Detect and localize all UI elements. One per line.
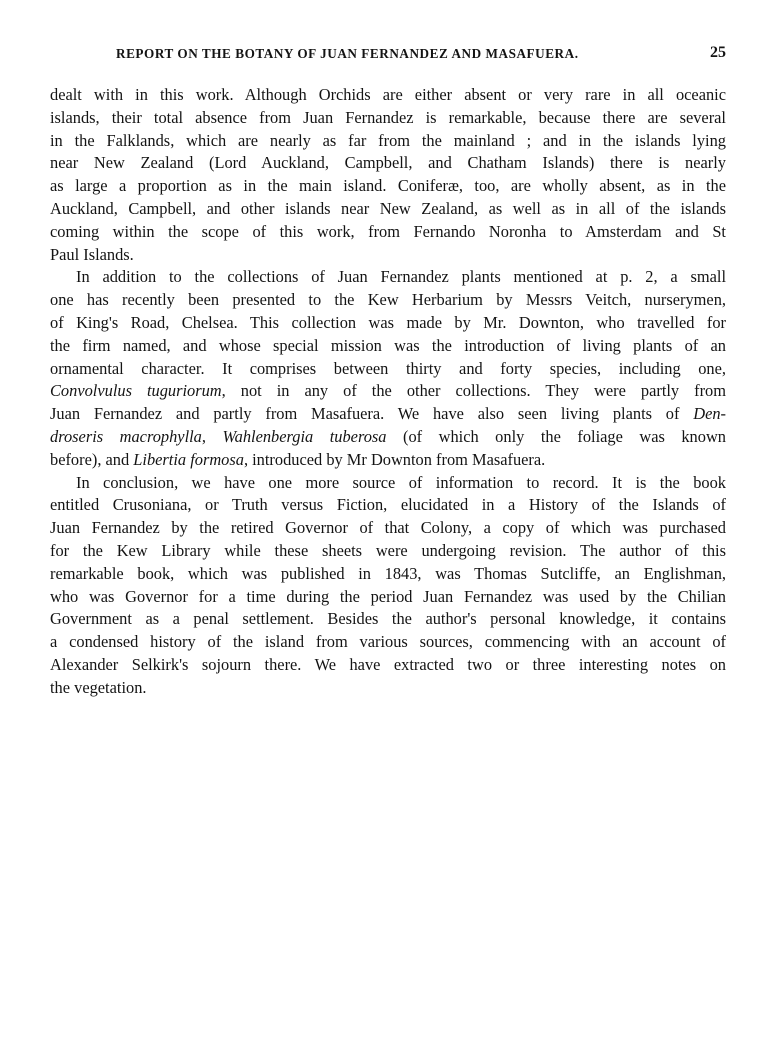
text-line: [50, 449, 726, 472]
text-run: Juan Fernandez and partly from Masafuera. We have also seen living plants of: [50, 404, 694, 424]
text-line: [50, 631, 726, 654]
text-line: [50, 84, 726, 107]
text-line: [50, 358, 726, 381]
text-line: [50, 540, 726, 563]
text-line: [50, 289, 726, 312]
body-text: [50, 84, 726, 700]
text-run: entitled Crusoniana, or Truth versus Fiction, elucidated in a History of the Islands of: [50, 495, 726, 515]
text-line: [50, 175, 726, 198]
text-run: Paul Islands.: [50, 244, 134, 264]
paragraph: [50, 472, 726, 700]
text-run: Auckland, Campbell, and other islands near New Zealand, as well as in all of the islands: [50, 198, 726, 218]
italic-text: Libertia formosa: [133, 449, 244, 469]
text-line: [50, 403, 726, 426]
text-run: who was Governor for a time during the period Juan Fernandez was used by the Chilian: [50, 586, 726, 606]
text-line: [50, 198, 726, 221]
paragraph: [50, 266, 726, 471]
text-line: [50, 221, 726, 244]
text-line: [50, 312, 726, 335]
text-line: [50, 152, 726, 175]
text-run: (of which only the foliage was known: [386, 426, 726, 446]
text-run: In addition to the collections of Juan Fernandez plants mentioned at p. 2, a small: [76, 267, 726, 287]
text-run: Alexander Selkirk's sojourn there. We have extracted two or three interesting notes on: [50, 654, 726, 674]
text-line: [50, 130, 726, 153]
text-run: In conclusion, we have one more source of information to record. It is the book: [76, 472, 726, 492]
text-run: ,: [201, 426, 223, 446]
running-head: [50, 46, 726, 70]
text-run: ornamental character. It comprises between thirty and forty species, including one,: [50, 358, 726, 378]
text-run: one has recently been presented to the Kew Herbarium by Messrs Veitch, nurserymen,: [50, 290, 726, 310]
italic-text: Convolvulus tuguriorum: [50, 381, 222, 401]
text-line: [50, 654, 726, 677]
text-run: , introduced by Mr Downton from Masafuera.: [243, 449, 546, 469]
italic-text: Wahlenbergia tuberosa: [222, 426, 387, 446]
text-line: [50, 677, 726, 700]
text-run: Government as a penal settlement. Besides the author's personal knowledge, it contains: [50, 609, 726, 629]
text-run: in the Falklands, which are nearly as far from the mainland ; and in the islands lying: [50, 130, 726, 150]
text-run: near New Zealand (Lord Auckland, Campbell, and Chatham Islands) there is nearly: [50, 153, 726, 173]
italic-text: Den-: [693, 404, 726, 424]
text-run: Juan Fernandez by the retired Governor of that Colony, a copy of which was purchased: [50, 518, 726, 538]
text-line: [50, 586, 726, 609]
text-run: dealt with in this work. Although Orchids are either absent or very rare in all oceanic: [50, 85, 726, 104]
paragraph: [50, 84, 726, 266]
text-line: [50, 517, 726, 540]
text-line: [50, 608, 726, 631]
text-run: for the Kew Library while these sheets were undergoing revision. The author of this: [50, 540, 726, 560]
text-line: [50, 563, 726, 586]
text-line: [50, 266, 726, 289]
page-number: 25: [710, 44, 726, 61]
text-line: [50, 335, 726, 358]
text-run: the vegetation.: [50, 677, 147, 697]
text-line: [50, 426, 726, 449]
text-run: coming within the scope of this work, from Fernando Noronha to Amsterdam and St: [50, 221, 726, 241]
text-line: [50, 244, 726, 267]
text-run: a condensed history of the island from various sources, commencing with an account of: [50, 632, 726, 652]
text-run: islands, their total absence from Juan Fernandez is remarkable, because there are several: [50, 107, 726, 127]
text-run: as large a proportion as in the main island. Coniferæ, too, are wholly absent, as in the: [50, 176, 726, 196]
italic-text: droseris macrophylla: [50, 426, 202, 446]
text-run: of King's Road, Chelsea. This collection was made by Mr. Downton, who travelled for: [50, 312, 726, 332]
text-run: before), and: [50, 449, 134, 469]
text-run: , not in any of the other collections. They were partly from: [221, 381, 726, 401]
text-line: [50, 107, 726, 130]
text-run: the firm named, and whose special mission was the introduction of living plants of an: [50, 335, 726, 355]
text-line: [50, 494, 726, 517]
text-line: [50, 380, 726, 403]
running-title: REPORT ON THE BOTANY OF JUAN FERNANDEZ AND MASAFUERA.: [116, 46, 579, 61]
text-line: [50, 472, 726, 495]
text-run: remarkable book, which was published in 1843, was Thomas Sutcliffe, an Englishman,: [50, 563, 726, 583]
